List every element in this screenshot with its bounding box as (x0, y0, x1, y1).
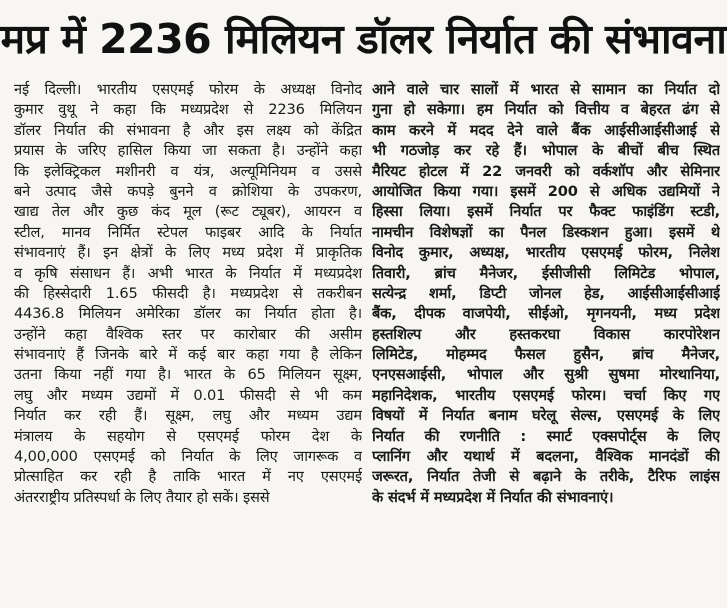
text-line: प्रयास के जरिए हासिल किया जा सकता है। उन्होंने कहा (14, 142, 362, 160)
text-line: आने वाले चार सालों में भारत से सामान का निर्यात दो (372, 81, 720, 98)
text-line: हस्तशिल्प और हस्तकरघा विकास कारपोरेशन (372, 325, 720, 343)
text-line: आयोजित किया गया। इसमें 200 से अधिक उद्यमियों ने (372, 182, 720, 200)
text-line: उतना किया नहीं गया है। भारत के 65 मिलियन सूक्ष्म, (14, 366, 362, 384)
text-line: स्टील, मानव निर्मित स्टेपल फाइबर आदि के निर्यात (14, 223, 362, 241)
text-line: प्रोत्साहित कर रही है ताकि भारत में नए एसएमई (14, 468, 362, 486)
text-line: अंतरराष्ट्रीय प्रतिस्पर्धा के लिए तैयार हो सकें। इससे (14, 488, 270, 506)
text-line: लघु और मध्यम उद्यमों में 0.01 फीसदी से भी कम (14, 386, 362, 404)
text-line: मंत्रालय के सहयोग से एसएमई फोरम देश के (14, 427, 362, 445)
text-line: 4,00,000 एसएमई को निर्यात के लिए जागरूक व (14, 448, 362, 466)
text-line: महानिदेशक, भारतीय एसएमई फोरम। चर्चा किए गए (372, 386, 720, 404)
text-line: तिवारी, ब्रांच मैनेजर, ईसीजीसी लिमिटेड भोपाल, (372, 264, 720, 282)
column-right (372, 80, 720, 602)
text-line: निर्यात कर रही हैं। सूक्ष्म, लघु और मध्यम उद्यम (14, 407, 362, 425)
text-line: प्लानिंग और यथार्थ में बदलना, वैश्विक मानदंडों की (372, 448, 720, 466)
text-line: के संदर्भ में मध्यप्रदेश में निर्यात की संभावनाएं। (372, 488, 614, 506)
text-line: मैरियट होटल में 22 जनवरी को वर्कशॉप और सेमिनार (372, 162, 720, 180)
text-line: भी गठजोड़ कर रहे हैं। भोपाल के बीचों बीच स्थित (372, 142, 720, 160)
text-line: हिस्सा लिया। इसमें निर्यात पर फैक्ट फाइंडिंग स्टडी, (372, 203, 720, 221)
text-line: डॉलर निर्यात की संभावना है और इस लक्ष्य को केंद्रित (14, 121, 362, 139)
text-line: एनएसआईसी, भोपाल और सुश्री सुषमा मोरथानिया, (372, 366, 720, 384)
text-line: खाद्य तेल और कुछ कंद मूल (रूट ट्यूबर), आयरन व (14, 203, 362, 221)
text-line: निर्यात की रणनीति : स्मार्ट एक्सपोर्ट्स के लिए (372, 427, 720, 445)
text-line: जरूरत, निर्यात तेजी से बढ़ाने के तरीके, टैरिफ लाइंस (372, 468, 720, 486)
text-line: बैंक, दीपक वाजपेयी, सीईओ, मृगनयनी, मध्य प्रदेश (372, 305, 720, 323)
text-line: लिमिटेड, मोहम्मद फैसल हुसैन, ब्रांच मैनेजर, (372, 346, 720, 364)
text-line: 4436.8 मिलियन अमेरिका डॉलर का निर्यात होता है। (14, 305, 362, 323)
text-line: व कृषि संसाधन हैं। अभी भारत के निर्यात में मध्यप्रदेश (14, 264, 362, 282)
headline: मप्र में 2236 मिलियन डॉलर निर्यात की संभावना (0, 15, 727, 63)
text-line: संभावनाएं हैं जिनके बारे में कई बार कहा गया है लेकिन (14, 346, 362, 364)
article-body (14, 80, 720, 602)
text-line: विनोद कुमार, अध्यक्ष, भारतीय एसएमई फोरम, निलेश (372, 244, 720, 262)
column-left (14, 80, 362, 602)
text-line: की हिस्सेदारी 1.65 फीसदी है। मध्यप्रदेश से तकरीबन (14, 284, 362, 302)
text-line: काम करने में मदद देने वाले बैंक आईसीआईसीआई से (372, 121, 720, 139)
text-line: सत्येन्द्र शर्मा, डिप्टी जोनल हेड, आईसीआईसीआई (372, 284, 720, 302)
text-line: कि इलेक्ट्रिकल मशीनरी व यंत्र, अल्यूमिनियम व उससे (14, 162, 362, 180)
text-line: गुना हो सकेगा। हम निर्यात को वित्तीय व बेहरत ढंग से (372, 101, 720, 119)
text-line: कुमार वुथू ने कहा कि मध्यप्रदेश से 2236 मिलियन (14, 101, 362, 119)
text-line: बने उत्पाद जैसे कपड़े बुनने व क्रोशिया के उपकरण, (14, 182, 362, 200)
text-line: संभावनाएं हैं। इन क्षेत्रों के लिए मध्य प्रदेश में प्राकृतिक (14, 244, 362, 262)
text-line: उन्होंने कहा वैश्विक स्तर पर कारोबार की असीम (14, 325, 362, 343)
text-line: नामचीन विशेषज्ञों का पैनल डिस्कशन हुआ। इसमें थे (372, 223, 720, 241)
text-line: विषयों में निर्यात बनाम घरेलू सेल्स, एसएमई के लिए (372, 407, 720, 425)
text-line: नई दिल्ली। भारतीय एसएमई फोरम के अध्यक्ष विनोद (14, 81, 362, 98)
